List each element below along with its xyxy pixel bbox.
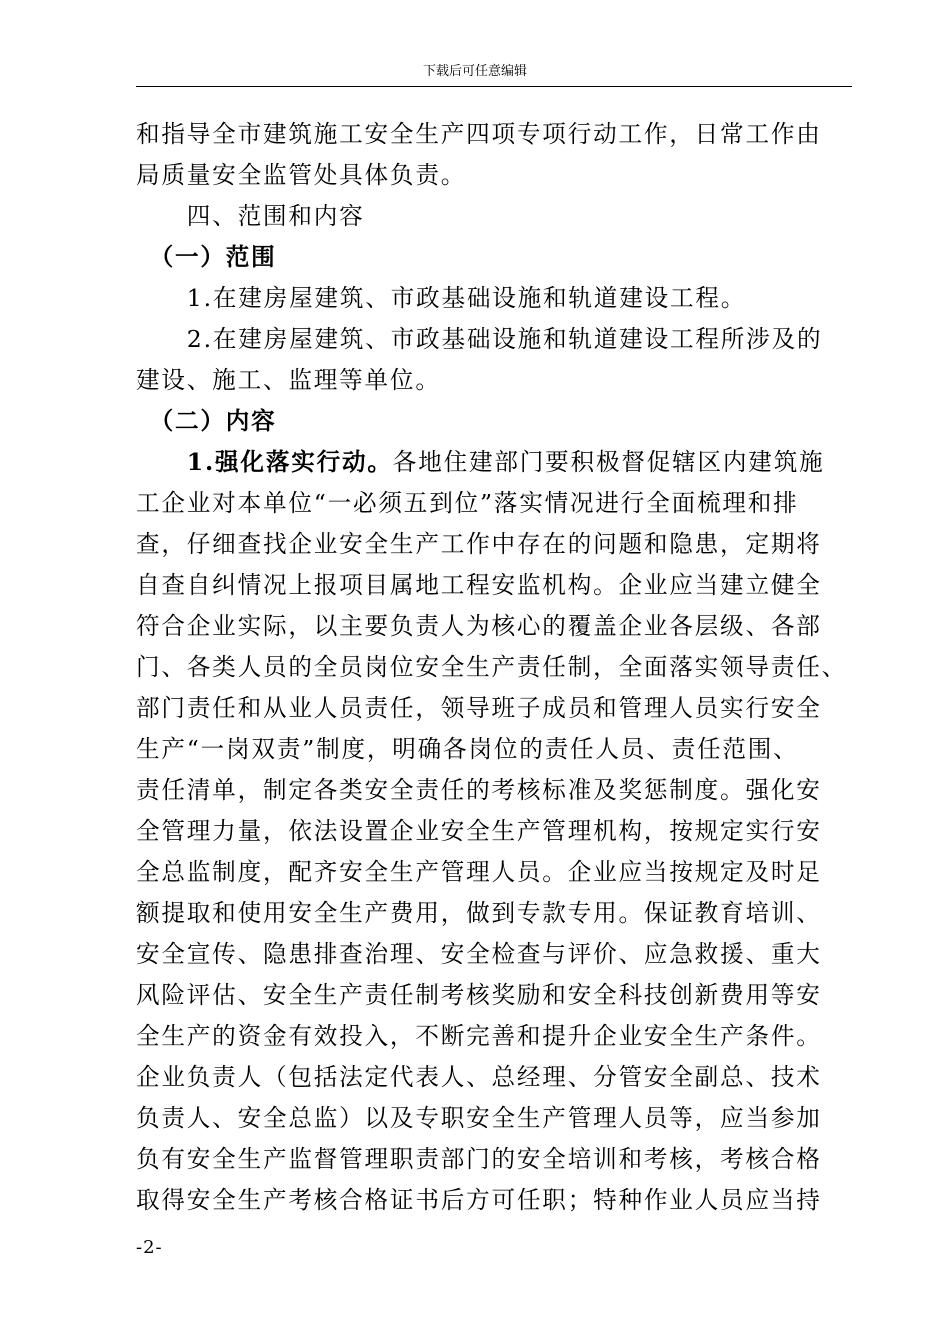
line-text: 企业负责人（包括法定代表人、总经理、分管安全副总、技术 [136, 1063, 822, 1091]
line-indent [136, 243, 161, 271]
text-line [136, 442, 852, 483]
text-line [136, 893, 852, 934]
line-text: 风险评估、安全生产责任制考核奖励和安全科技创新费用等安 [136, 981, 822, 1009]
line-text: 安全宣传、隐患排查治理、安全检查与评价、应急救援、重大 [136, 940, 822, 968]
text-line [136, 155, 852, 196]
line-text: 局质量安全监管处具体负责。 [136, 161, 467, 189]
line-text: 全总监制度，配齐安全生产管理人员。企业应当按规定及时足 [136, 858, 822, 886]
line-text: 取得安全生产考核合格证书后方可任职；特种作业人员应当持 [136, 1186, 822, 1214]
bold-heading: （一）范围 [161, 243, 277, 271]
text-line [136, 1180, 852, 1221]
line-indent [136, 448, 187, 476]
line-text: 生产“一岗双责”制度，明确各岗位的责任人员、责任范围、 [136, 735, 799, 763]
line-indent [136, 284, 187, 312]
line-text: 责任清单，制定各类安全责任的考核标准及奖惩制度。强化安 [136, 776, 822, 804]
text-line [136, 196, 852, 237]
text-line [136, 237, 852, 278]
bold-heading: 1.强化落实行动。 [186, 448, 393, 476]
line-text: 工企业对本单位“一必须五到位”落实情况进行全面梳理和排 [136, 489, 799, 517]
text-line [136, 811, 852, 852]
text-line [136, 114, 852, 155]
line-indent [136, 325, 187, 353]
line-text: 1.在建房屋建筑、市政基础设施和轨道建设工程。 [186, 284, 747, 312]
line-text: 建设、施工、监理等单位。 [136, 366, 441, 394]
line-text: 自查自纠情况上报项目属地工程安监机构。企业应当建立健全 [136, 571, 822, 599]
text-line [136, 1057, 852, 1098]
line-text: 负责人、安全总监）以及专职安全生产管理人员等，应当参加 [136, 1104, 822, 1132]
line-text: 负有安全生产监督管理职责部门的安全培训和考核，考核合格 [136, 1145, 822, 1173]
line-text: 额提取和使用安全生产费用，做到专款专用。保证教育培训、 [136, 899, 822, 927]
line-text: 门、各类人员的全员岗位安全生产责任制，全面落实领导责任、 [136, 653, 848, 681]
line-indent [136, 202, 187, 230]
text-line [136, 524, 852, 565]
text-line [136, 852, 852, 893]
header-rule [136, 86, 852, 87]
bold-heading: （二）内容 [161, 407, 277, 435]
text-line [136, 606, 852, 647]
line-indent [136, 407, 161, 435]
text-line [136, 401, 852, 442]
text-line [136, 1016, 852, 1057]
line-text: 部门责任和从业人员责任，领导班子成员和管理人员实行安全 [136, 694, 822, 722]
line-text: 各地住建部门要积极督促辖区内建筑施 [392, 448, 825, 476]
text-line [136, 278, 852, 319]
text-line [136, 729, 852, 770]
text-line [136, 319, 852, 360]
page-number: -2- [136, 1237, 163, 1258]
line-text: 和指导全市建筑施工安全生产四项专项行动工作，日常工作由 [136, 120, 822, 148]
line-text: 符合企业实际，以主要负责人为核心的覆盖企业各层级、各部 [136, 612, 822, 640]
text-line [136, 1098, 852, 1139]
text-line [136, 483, 852, 524]
text-line [136, 1139, 852, 1180]
line-text: 全管理力量，依法设置企业安全生产管理机构，按规定实行安 [136, 817, 822, 845]
text-line [136, 688, 852, 729]
text-line [136, 770, 852, 811]
document-body [136, 114, 852, 1221]
line-text: 2.在建房屋建筑、市政基础设施和轨道建设工程所涉及的 [186, 325, 823, 353]
line-text: 全生产的资金有效投入，不断完善和提升企业安全生产条件。 [136, 1022, 822, 1050]
line-text: 四、范围和内容 [186, 202, 365, 230]
text-line [136, 934, 852, 975]
text-line [136, 565, 852, 606]
line-text: 查，仔细查找企业安全生产工作中存在的问题和隐患，定期将 [136, 530, 822, 558]
page-header: 下载后可任意编辑 [422, 64, 527, 79]
text-line [136, 360, 852, 401]
text-line [136, 975, 852, 1016]
text-line [136, 647, 852, 688]
